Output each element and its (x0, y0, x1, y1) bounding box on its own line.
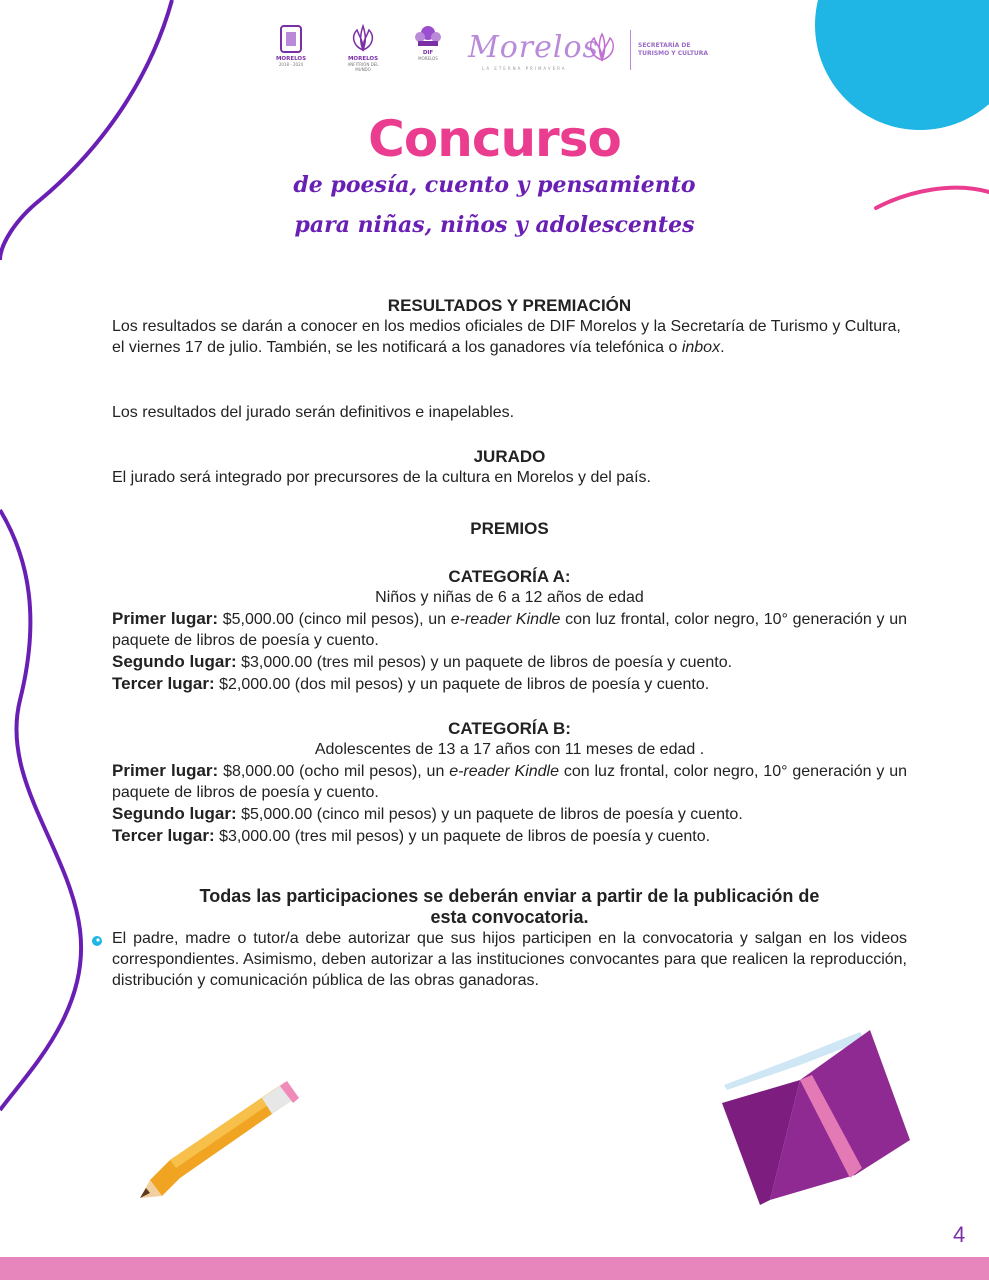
logo3-sub: MORELOS (418, 56, 438, 61)
page-subtitle-line1: de poesía, cuento y pensamiento (293, 172, 696, 198)
first-italic: e-reader Kindle (449, 763, 560, 780)
categoria-a (112, 566, 907, 695)
categoria-b-second (112, 803, 907, 825)
first-text-b: con luz frontal, color negro, 10° generación y un paquete de libros de poesía y cuento. (112, 763, 908, 801)
bullet-dot-icon (91, 935, 103, 947)
resultados-heading: RESULTADOS Y PREMIACIÓN (387, 296, 632, 315)
page-subtitle-line2: para niñas, niños y adolescentes (294, 212, 695, 238)
first-italic: e-reader Kindle (450, 611, 561, 628)
morelos-shield-icon (279, 24, 303, 54)
categoria-b (112, 718, 907, 847)
morelos-wordmark-sub: LA ETERNA PRIMAVERA (482, 66, 567, 71)
first-label: Primer lugar: (112, 761, 219, 780)
second-text: $5,000.00 (cinco mil pesos) y un paquete de libros de poesía y cuento. (236, 806, 743, 823)
resultados-period: . (720, 339, 725, 356)
flower-icon (347, 24, 379, 54)
page-number: 4 (953, 1222, 966, 1247)
header-logos (270, 24, 730, 80)
second-label: Segundo lugar: (112, 652, 237, 671)
section-envio (112, 886, 907, 991)
premios-heading: PREMIOS (470, 519, 549, 538)
categoria-b-third (112, 825, 907, 847)
secretaria-line1: SECRETARÍA DE (638, 42, 691, 49)
purple-curve-left-decoration (0, 510, 81, 1110)
resultados-final (112, 402, 907, 423)
second-label: Segundo lugar: (112, 804, 237, 823)
second-text: $3,000.00 (tres mil pesos) y un paquete de libros de poesía y cuento. (236, 654, 733, 671)
secretaria-line2: TURISMO Y CULTURA (638, 50, 709, 57)
envio-heading-line1: Todas las participaciones se deberán enviar a partir de la publicación de (199, 886, 820, 906)
dif-logo (408, 24, 448, 76)
jurado-text: El jurado será integrado por precursores de la cultura en Morelos y del país. (112, 469, 651, 486)
categoria-a-first (112, 608, 907, 651)
resultados-final-text: Los resultados del jurado serán definitivos e inapelables. (112, 404, 515, 421)
resultados-paragraph (112, 316, 907, 358)
page-title: Concurso (368, 110, 621, 168)
first-label: Primer lugar: (112, 609, 219, 628)
first-text-b: con luz frontal, color negro, 10° generación y un paquete de libros de poesía y cuento. (112, 611, 908, 649)
pencil-illustration (140, 1081, 299, 1198)
categoria-b-heading: CATEGORÍA B: (448, 719, 571, 738)
logo1-sub: 2018 - 2024 (278, 62, 304, 67)
categoria-b-sub: Adolescentes de 13 a 17 años con 11 meses de edad . (314, 741, 705, 758)
first-text-a: $8,000.00 (ocho mil pesos), un (218, 763, 450, 780)
morelos-wordmark: Morelos (468, 30, 599, 65)
logo2-label: MORELOS (347, 56, 379, 62)
dif-flower-icon (413, 24, 443, 48)
envio-bullet-text: El padre, madre o tutor/a debe autorizar que sus hijos participen en la convocatoria y salgan en los videos correspondientes. Asimismo, deben autorizar a las instituciones convocantes para que realicen la reproducción, distribución y comunicación pública de las obras ganadoras. (112, 930, 907, 989)
secretaria-flower-icon (582, 30, 622, 66)
logo1-label: MORELOS (275, 56, 307, 62)
resultados-text: Los resultados se darán a conocer en los medios oficiales de DIF Morelos y la Secretaría de Turismo y Cultura, el viernes 17 de julio. También, se les notificará a los ganadores vía telefónica o (112, 318, 901, 356)
first-text-a: $5,000.00 (cinco mil pesos), un (218, 611, 451, 628)
morelos-anfitrion-logo (340, 24, 386, 76)
footer-bar (0, 1257, 989, 1280)
categoria-a-sub: Niños y niñas de 6 a 12 años de edad (375, 589, 644, 606)
header-divider (630, 30, 631, 70)
third-label: Tercer lugar: (112, 826, 215, 845)
third-text: $3,000.00 (tres mil pesos) y un paquete de libros de poesía y cuento. (214, 828, 711, 845)
envio-heading-line2: esta convocatoria. (430, 907, 589, 927)
categoria-a-third (112, 673, 907, 695)
section-jurado (112, 446, 907, 488)
book-illustration (722, 1030, 910, 1205)
categoria-b-first (112, 760, 907, 803)
categoria-a-heading: CATEGORÍA A: (448, 567, 571, 586)
third-label: Tercer lugar: (112, 674, 215, 693)
section-premios (112, 518, 907, 539)
secretaria-label (638, 42, 708, 58)
logo3-label: DIF (422, 50, 434, 56)
morelos-gov-logo (270, 24, 312, 76)
logo2-sub: ANFITRIÓN DEL MUNDO (347, 62, 379, 72)
categoria-a-second (112, 651, 907, 673)
resultados-inbox: inbox (681, 339, 721, 356)
third-text: $2,000.00 (dos mil pesos) y un paquete de libros de poesía y cuento. (214, 676, 710, 693)
jurado-heading: JURADO (473, 447, 546, 466)
section-resultados (112, 295, 907, 358)
